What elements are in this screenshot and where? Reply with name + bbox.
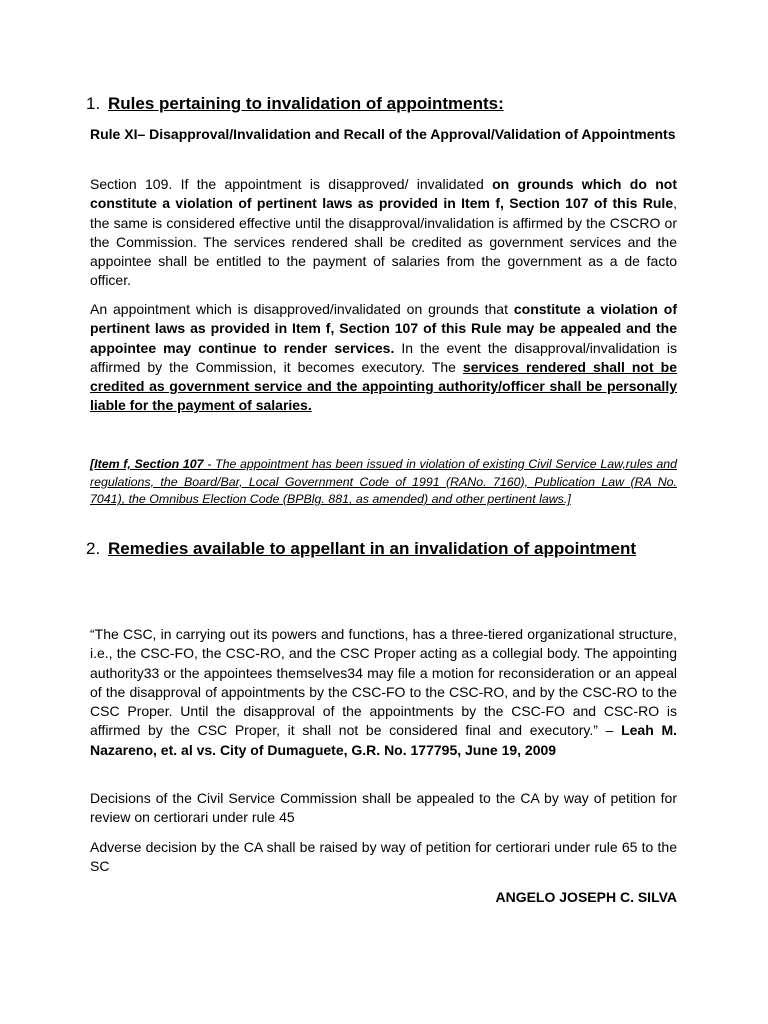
item-f-note <box>90 456 677 509</box>
bold-run: [Item f, Section 107 <box>90 457 204 471</box>
section-heading-2 <box>86 537 678 561</box>
text-run: “The CSC, in carrying out its powers and functions, has a three-tiered organizational structure, i.e., the CSC-FO, the CSC-RO, and the CSC Proper acting as a collegial body. The appointing authority33 or the appointees themselves34 may file a motion for reconsideration or an appeal of the disapproval of appointments by the CSC-FO to the CSC-RO, and by the CSC-RO to the CSC Proper. Until the disapproval of the appointments by the CSC-FO and CSC-RO is affirmed by the CSC Proper, it shall not be considered final and executory.” – <box>90 626 677 739</box>
heading-number: 1. <box>86 94 101 113</box>
signature: ANGELO JOSEPH C. SILVA <box>495 889 677 905</box>
section-heading-1 <box>86 92 678 116</box>
text-run: , the same is considered effective until the disapproval/invalidation is affirmed by the CSCRO or the Commission. The services rendered shall be credited as government services and the appointee shall be entitled to the payment of salaries from the government as a de facto officer. <box>90 195 677 289</box>
bold-underlined-run: services rendered shall not be credited as government service and the appointing authority/officer shall be personally liable for the payment of salaries. <box>90 358 678 414</box>
heading-title: Rules pertaining to invalidation of appointments: <box>108 94 504 113</box>
bold-run: constitute a violation of pertinent laws as provided in Item f, Section 107 of this Rule may be appealed and the appointee may continue to render services. <box>90 301 677 356</box>
bold-run: on grounds which do not constitute a violation of pertinent laws as provided in Item f, Section 107 of this Rule <box>90 176 677 212</box>
citation: Leah M. Nazareno, et. al vs. City of Dumaguete, G.R. No. 177795, June 19, 2009 <box>90 722 677 758</box>
text-run: - The appointment has been issued in violation of existing Civil Service Law,rules and regulations, the Board/Bar, Local Government Code of 1991 (RANo. 7160), Publication Law (RA No. 7041), the Omnibus Election Code (BPBlg. 881, as amended) and other pertinent laws.] <box>90 457 677 507</box>
text-run: In the event the disapproval/invalidation is affirmed by the Commission, it becomes executory. The <box>90 339 677 375</box>
text-run: An appointment which is disapproved/invalidated on grounds that <box>90 301 514 317</box>
section-109-paragraph <box>90 175 677 291</box>
text-run: Section 109. If the appointment is disapproved/ invalidated <box>90 176 493 192</box>
sc-paragraph: Adverse decision by the CA shall be raised by way of petition for certiorari under rule 65 to the SC <box>90 839 677 875</box>
quote-paragraph <box>90 625 677 760</box>
rule-title: Rule XI– Disapproval/Invalidation and Recall of the Approval/Validation of Appointments <box>90 126 676 142</box>
heading-title: Remedies available to appellant in an invalidation of appointment <box>108 539 637 558</box>
ca-paragraph: Decisions of the Civil Service Commission shall be appealed to the CA by way of petition for review on certiorari under rule 45 <box>90 790 677 826</box>
appeal-paragraph <box>90 300 677 416</box>
heading-number: 2. <box>86 539 101 558</box>
